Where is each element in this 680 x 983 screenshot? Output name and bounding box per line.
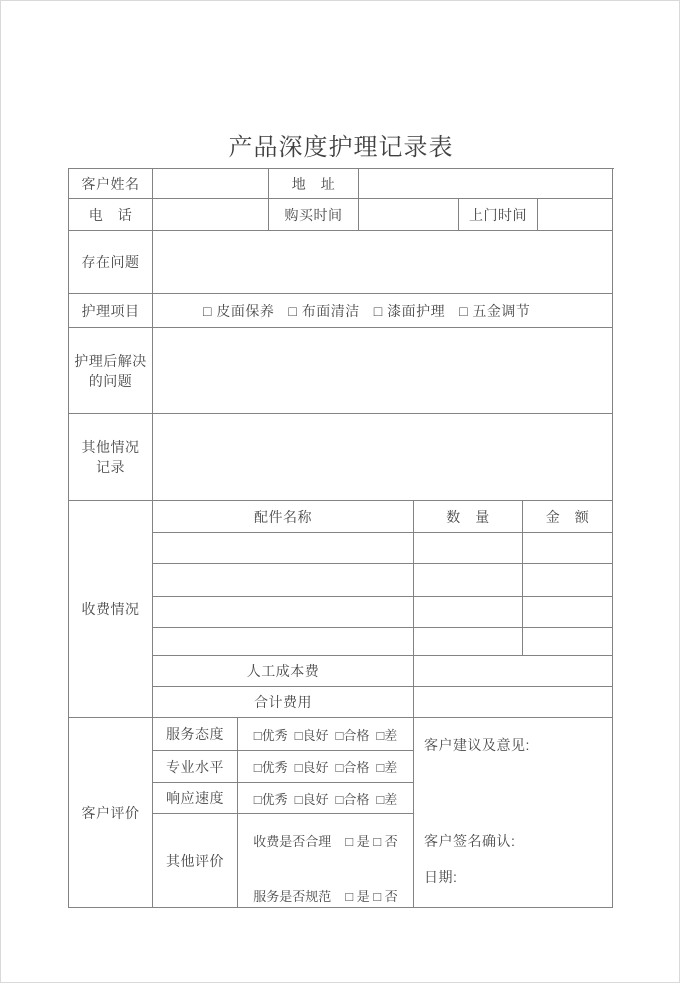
row-other-record <box>69 414 614 501</box>
checkbox-option-leather-care[interactable]: □ 皮面保养 <box>203 302 275 319</box>
service-standard-line <box>253 886 398 905</box>
checkbox-option-pass[interactable]: □合格 <box>335 727 370 743</box>
customer-name-label: 客户姓名 <box>69 169 153 199</box>
checkbox-option-excellent[interactable]: □优秀 <box>253 791 288 807</box>
professional-level-options <box>238 751 414 783</box>
response-speed-label: 响应速度 <box>153 783 238 814</box>
charges-section <box>69 501 614 718</box>
other-evaluation-content <box>238 814 414 908</box>
labor-cost-field[interactable] <box>414 656 613 687</box>
response-speed-options <box>238 783 414 814</box>
other-evaluation-label: 其他评价 <box>153 814 238 908</box>
quantity-field[interactable] <box>414 597 523 628</box>
checkbox-option-paint-care[interactable]: □ 漆面护理 <box>373 302 446 319</box>
evaluation-section-label: 客户评价 <box>69 718 153 908</box>
evaluation-subtable <box>153 718 414 908</box>
checkbox-option-pass[interactable]: □合格 <box>335 760 370 775</box>
charges-subtable <box>153 501 613 718</box>
rating-row-service-attitude <box>153 718 414 751</box>
amount-field[interactable] <box>523 533 613 564</box>
charges-empty-row <box>153 533 613 564</box>
other-record-field[interactable] <box>153 414 613 501</box>
other-evaluation-row <box>153 814 414 908</box>
part-name-field[interactable] <box>153 597 414 628</box>
fee-reasonable-question: 收费是否合理 <box>253 834 332 849</box>
purchase-time-label: 购买时间 <box>269 199 359 231</box>
address-label: 地 址 <box>269 169 359 199</box>
customer-name-field[interactable] <box>153 169 269 199</box>
care-items-label: 护理项目 <box>69 294 153 328</box>
solved-problems-field[interactable] <box>153 328 613 414</box>
existing-problems-field[interactable] <box>153 231 613 294</box>
existing-problems-label: 存在问题 <box>69 231 153 294</box>
customer-suggestion-label[interactable]: 客户建议及意见: <box>424 737 530 753</box>
col-header-part-name: 配件名称 <box>153 501 414 533</box>
total-cost-field[interactable] <box>414 687 613 718</box>
fee-reasonable-yesno-checkboxes[interactable]: □ 是 □ 否 <box>345 834 398 849</box>
labor-cost-row <box>153 656 613 687</box>
checkbox-option-excellent[interactable]: □优秀 <box>253 727 288 743</box>
checkbox-option-hardware-adjust[interactable]: □ 五金调节 <box>459 302 531 319</box>
rating-row-professional-level <box>153 751 414 783</box>
amount-field[interactable] <box>523 564 613 597</box>
checkbox-option-poor[interactable]: □差 <box>376 791 398 807</box>
quantity-field[interactable] <box>414 628 523 656</box>
charges-empty-row <box>153 564 613 597</box>
date-label[interactable]: 日期: <box>424 869 458 885</box>
address-field[interactable] <box>359 169 613 199</box>
service-standard-question: 服务是否规范 <box>253 889 332 904</box>
col-header-amount: 金 额 <box>523 501 613 533</box>
charges-empty-row <box>153 597 613 628</box>
form-title: 产品深度护理记录表 <box>228 134 454 161</box>
checkbox-option-excellent[interactable]: □优秀 <box>253 760 288 775</box>
customer-signature-label[interactable]: 客户签名确认: <box>424 833 516 849</box>
fee-reasonable-line <box>253 831 398 850</box>
total-cost-label: 合计费用 <box>153 687 414 718</box>
quantity-field[interactable] <box>414 564 523 597</box>
row-existing-problems <box>69 231 614 294</box>
service-attitude-options <box>238 718 414 751</box>
checkbox-option-fabric-clean[interactable]: □ 布面清洁 <box>288 302 360 319</box>
charges-header-row <box>153 501 613 533</box>
purchase-time-field[interactable] <box>359 199 459 231</box>
labor-cost-label: 人工成本费 <box>153 656 414 687</box>
amount-field[interactable] <box>523 628 613 656</box>
part-name-field[interactable] <box>153 628 414 656</box>
row-care-items <box>69 294 614 328</box>
other-record-label: 其他情况 记录 <box>69 414 153 501</box>
charges-empty-row <box>153 628 613 656</box>
phone-field[interactable] <box>153 199 269 231</box>
checkbox-option-good[interactable]: □良好 <box>294 760 329 775</box>
visit-time-field[interactable] <box>538 199 613 231</box>
service-standard-yesno-checkboxes[interactable]: □ 是 □ 否 <box>345 889 398 904</box>
evaluation-section <box>69 718 614 908</box>
row-solved-problems <box>69 328 614 414</box>
visit-time-label: 上门时间 <box>459 199 538 231</box>
part-name-field[interactable] <box>153 533 414 564</box>
solved-problems-label: 护理后解决 的问题 <box>69 328 153 414</box>
checkbox-option-poor[interactable]: □差 <box>376 727 398 743</box>
professional-level-label: 专业水平 <box>153 751 238 783</box>
care-items-options <box>153 294 613 328</box>
service-attitude-label: 服务态度 <box>153 718 238 751</box>
charges-section-label: 收费情况 <box>69 501 153 718</box>
col-header-quantity: 数 量 <box>414 501 523 533</box>
checkbox-option-pass[interactable]: □合格 <box>335 791 370 807</box>
rating-row-response-speed <box>153 783 414 814</box>
evaluation-right-cell <box>414 718 613 908</box>
part-name-field[interactable] <box>153 564 414 597</box>
amount-field[interactable] <box>523 597 613 628</box>
row-phone-times <box>69 199 614 231</box>
total-cost-row <box>153 687 613 718</box>
quantity-field[interactable] <box>414 533 523 564</box>
row-customer-address <box>69 169 614 199</box>
checkbox-option-good[interactable]: □良好 <box>294 791 329 807</box>
phone-label: 电 话 <box>69 199 153 231</box>
checkbox-option-poor[interactable]: □差 <box>376 760 398 775</box>
form-table <box>68 168 614 908</box>
checkbox-option-good[interactable]: □良好 <box>294 727 329 743</box>
